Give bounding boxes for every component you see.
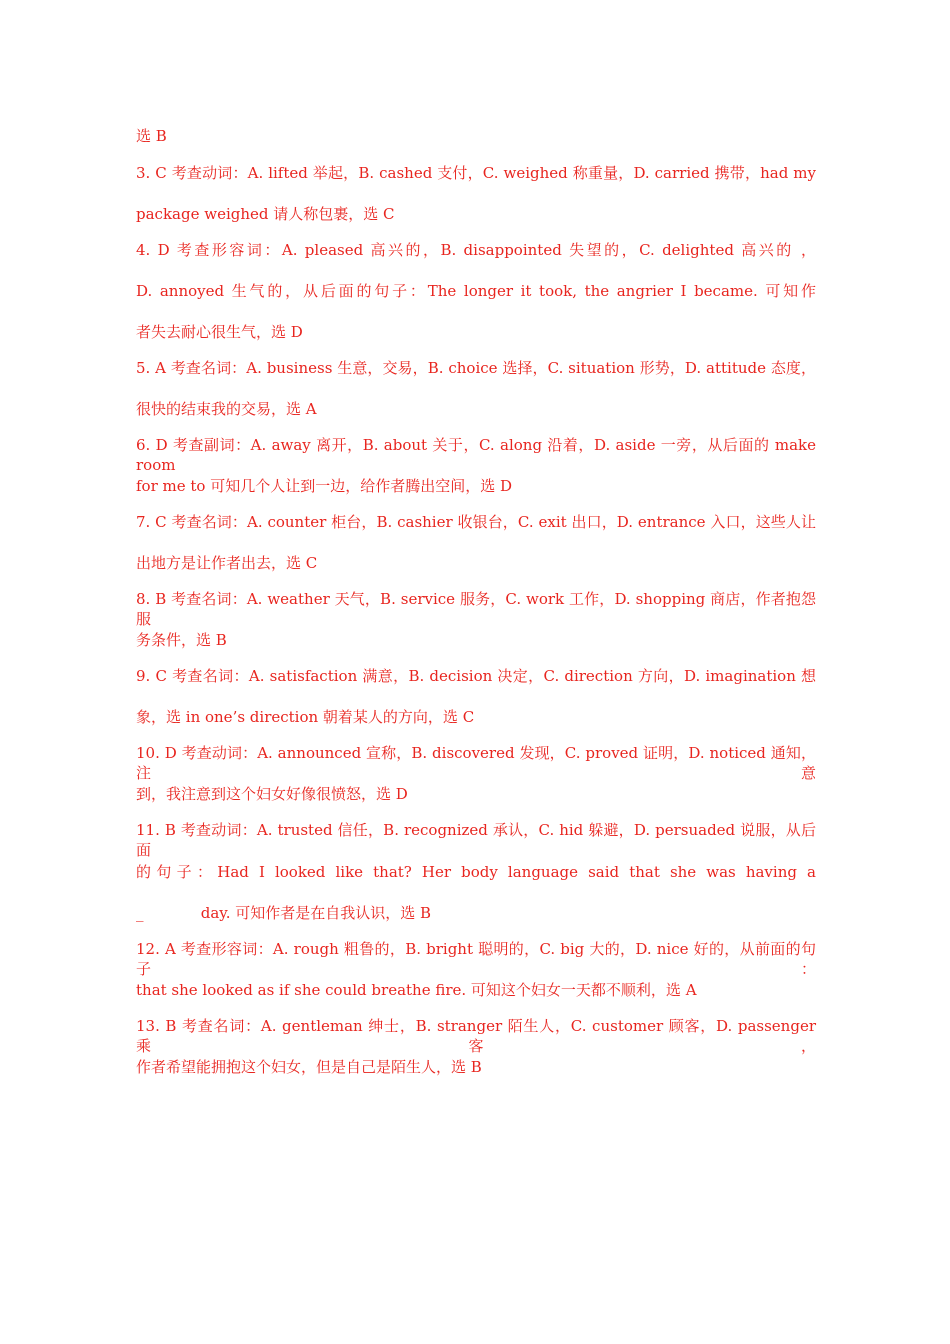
answer-text-line: 3. C 考查动词：A. lifted 举起，B. cashed 支付，C. weighed 称重量，D. carried 携带，had my (136, 164, 816, 182)
answer-text-line: 的句子：Had I looked like that? Her body language said that she was having a (136, 863, 816, 881)
answer-text-line: for me to 可知几个人让到一边，给作者腾出空间，选 D (136, 477, 513, 495)
answer-text-line: 8. B 考查名词：A. weather 天气，B. service 服务，C. work 工作，D. shopping 商店，作者抱怨服 (136, 590, 816, 628)
answer-text-line: 出地方是让作者出去，选 C (136, 554, 318, 572)
answer-text-line: 象，选 in one’s direction 朝着某人的方向，选 C (136, 708, 475, 726)
answer-text-line: 10. D 考查动词：A. announced 宣称，B. discovered 发现，C. proved 证明，D. noticed 通知，注意 (136, 744, 816, 782)
answer-text-line: 7. C 考查名词：A. counter 柜台，B. cashier 收银台，C. exit 出口，D. entrance 入口，这些人让 (136, 513, 816, 531)
answer-text-line: 务条件，选 B (136, 631, 227, 649)
answer-text-line: 5. A 考查名词：A. business 生意，交易，B. choice 选择，C. situation 形势，D. attitude 态度， (136, 359, 816, 377)
answer-text-line: _ day. 可知作者是在自我认识，选 B (136, 904, 432, 922)
answer-text-line: 6. D 考查副词：A. away 离开，B. about 关于，C. along 沿着，D. aside 一旁，从后面的 make room (136, 436, 816, 474)
answer-text-line: package weighed 请人称包裹，选 C (136, 205, 395, 223)
answer-text-line: that she looked as if she could breathe fire. 可知这个妇女一天都不顺利，选 A (136, 981, 697, 999)
answer-text-line: 作者希望能拥抱这个妇女，但是自己是陌生人，选 B (136, 1058, 482, 1076)
answer-text-line: 12. A 考查形容词：A. rough 粗鲁的，B. bright 聪明的，C. big 大的，D. nice 好的，从前面的句子： (136, 940, 816, 978)
answer-text-line: 到，我注意到这个妇女好像很愤怒，选 D (136, 785, 408, 803)
answer-text-line: 9. C 考查名词：A. satisfaction 满意，B. decision 决定，C. direction 方向，D. imagination 想 (136, 667, 816, 685)
answer-text-line: 13. B 考查名词：A. gentleman 绅士，B. stranger 陌生人，C. customer 顾客，D. passenger 乘客， (136, 1017, 816, 1055)
answer-text-line: 很快的结束我的交易，选 A (136, 400, 317, 418)
answer-text-line: 4. D 考查形容词：A. pleased 高兴的，B. disappointed 失望的，C. delighted 高兴的 ， (136, 241, 816, 259)
answer-text-line: 者失去耐心很生气，选 D (136, 323, 303, 341)
answer-text-line: 11. B 考查动词：A. trusted 信任，B. recognized 承认，C. hid 躲避，D. persuaded 说服，从后面 (136, 821, 816, 859)
answer-text-line: D. annoyed 生气的，从后面的句子：The longer it took, the angrier I became. 可知作 (136, 282, 816, 300)
answer-text-line: 选 B (136, 127, 167, 145)
